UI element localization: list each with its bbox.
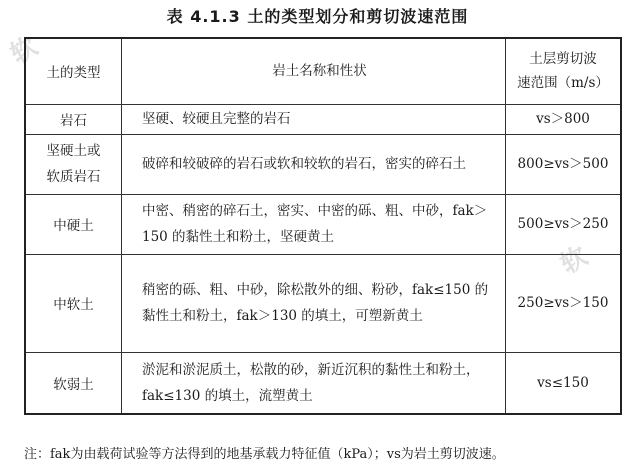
soil-type-cell: 软弱土 [25,352,122,414]
soil-type-table [24,37,622,415]
range-cell: 500≥vs＞250 [506,194,622,254]
header-soil-type: 土的类型 [25,38,122,104]
description-cell: 稍密的砾、粗、中砂，除松散外的细、粉砂，fak≤150 的黏性土和粉土，fak＞130 的填土，可塑新黄土 [122,254,506,352]
soil-type-cell: 岩石 [25,104,122,134]
range-cell: vs＞800 [506,104,622,134]
table-row [25,194,621,254]
table-row [25,104,621,134]
range-cell: 800≥vs＞500 [506,134,622,194]
description-cell: 淤泥和淤泥质土，松散的砂，新近沉积的黏性土和粉土，fak≤130 的填土，流塑黄土 [122,352,506,414]
soil-type-cell: 中硬土 [25,194,122,254]
table-row [25,254,621,352]
range-cell: 250≥vs＞150 [506,254,622,352]
watermark: 软 [5,31,44,71]
soil-type-cell: 坚硬土或 软质岩石 [25,134,122,194]
watermark: 软 [555,241,594,281]
table-footnote: 注：fak为由载荷试验等方法得到的地基承载力特征值（kPa）；vs为岩土剪切波速。 [24,447,505,462]
table-header-row [25,38,621,104]
header-shear-wave-range: 土层剪切波 速范围（m/s） [506,38,622,104]
range-cell: vs≤150 [506,352,622,414]
table-title: 表 4.1.3 土的类型划分和剪切波速范围 [166,7,469,26]
header-rock-soil-name: 岩土名称和性状 [122,38,506,104]
description-cell: 坚硬、较硬且完整的岩石 [122,104,506,134]
description-cell: 破碎和较破碎的岩石或软和较软的岩石，密实的碎石土 [122,134,506,194]
table-row [25,352,621,414]
table-row [25,134,621,194]
description-cell: 中密、稍密的碎石土，密实、中密的砾、粗、中砂，fak＞150 的黏性土和粉土，坚硬黄土 [122,194,506,254]
soil-type-cell: 中软土 [25,254,122,352]
